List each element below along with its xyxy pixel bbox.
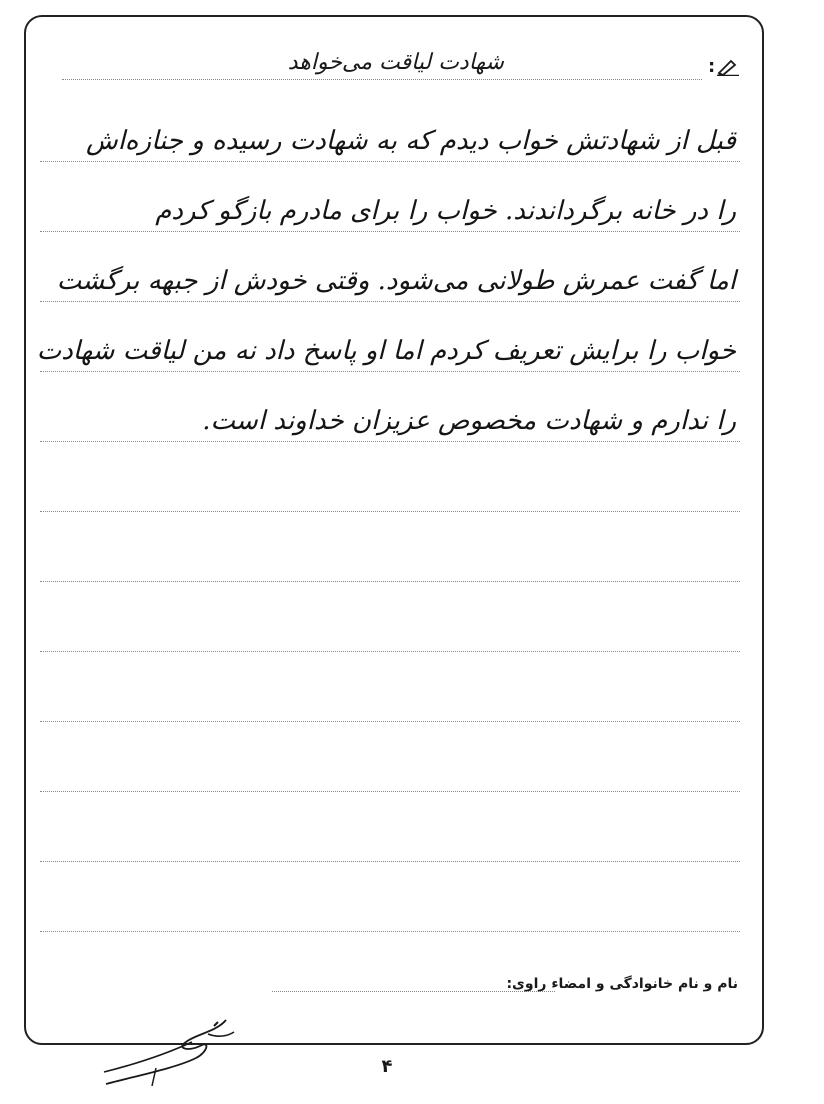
handwritten-signature	[96, 1012, 236, 1092]
empty-line	[40, 450, 740, 520]
text-line	[40, 380, 740, 450]
empty-line	[40, 660, 740, 730]
page-number: ۴	[381, 1056, 393, 1077]
handwritten-text: اما گفت عمرش طولانی می‌شود. وقتی خودش از جبهه برگشت	[56, 266, 736, 296]
title-dotted-rule	[62, 79, 702, 80]
empty-line	[40, 520, 740, 590]
text-line	[40, 170, 740, 240]
text-line	[36, 310, 740, 380]
empty-line	[40, 590, 740, 660]
handwritten-text: را در خانه برگرداندند. خواب را برای مادرم بازگو کردم	[155, 196, 736, 226]
title-row	[62, 52, 758, 82]
text-line	[40, 240, 740, 310]
handwritten-text: خواب را برایش تعریف کردم اما او پاسخ داد نه من لیاقت شهادت	[36, 336, 736, 366]
narrator-signature-label: نام و نام خانوادگی و امضاء راوی:	[506, 976, 738, 992]
page-title: شهادت لیاقت می‌خواهد	[284, 50, 508, 75]
narrator-signature-row	[40, 972, 740, 1002]
handwritten-lines	[36, 100, 740, 940]
empty-line	[40, 870, 740, 940]
empty-line	[40, 730, 740, 800]
text-line	[40, 100, 740, 170]
empty-line	[40, 800, 740, 870]
handwritten-text: را ندارم و شهادت مخصوص عزیزان خداوند است.	[202, 406, 736, 436]
pen-writing-icon: :	[708, 56, 748, 78]
handwritten-text: قبل از شهادتش خواب دیدم که به شهادت رسیده و جنازه‌اش	[85, 126, 736, 156]
